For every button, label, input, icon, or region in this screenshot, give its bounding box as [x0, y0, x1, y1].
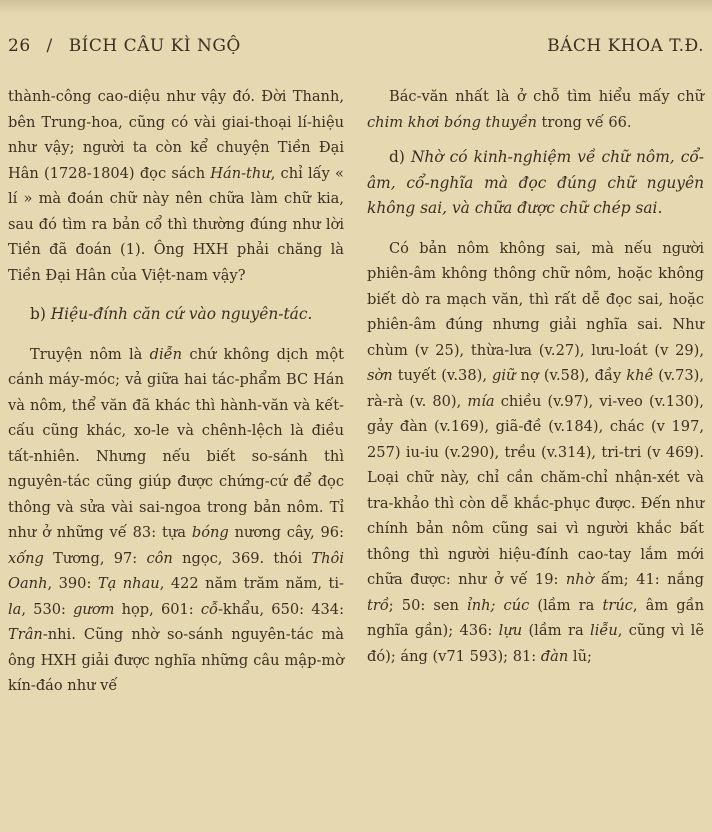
section-title: Hiệu-đính căn cứ vào nguyên-tác. — [50, 305, 313, 323]
text-run: (v.73), rà-rà (v. 80), — [367, 367, 705, 410]
text-run: Có bản nôm không sai, mà nếu người phiên-âm không thông chữ nôm, hoặc không biết dò ra mạch văn, thì rất dễ đọc sai, hoặc phiên-âm đúng nhưng giải nghĩa sai. Như chùm (v 25), thừa-lưa (v.27), lưu-loát (v 29), — [367, 239, 704, 359]
book-title: Hán-thư — [210, 164, 271, 182]
right-paragraph-1 — [367, 84, 704, 135]
running-title: BÍCH CÂU KÌ NGỘ — [68, 36, 241, 56]
emphasis: trúc — [602, 596, 633, 614]
section-heading-d — [367, 145, 704, 222]
text-run: nương cây, 96: — [228, 524, 344, 541]
emphasis: xống — [8, 549, 44, 567]
text-run: (lầm ra — [529, 596, 603, 614]
section-letter: d) — [389, 148, 405, 166]
right-column — [367, 84, 704, 669]
text-run: ngọc, 369. thói — [172, 549, 312, 567]
page-number: 26 — [8, 36, 31, 56]
publication-name: BÁCH KHOA T.Đ. — [547, 36, 704, 56]
left-paragraph-2 — [8, 342, 344, 699]
section-letter: b) — [30, 305, 46, 323]
emphasis: cỗ — [200, 600, 218, 618]
emphasis: Trân — [8, 626, 43, 643]
section-title: Nhờ có kinh-nghiệm về chữ nôm, cổ-âm, cổ-nghĩa mà đọc đúng chữ nguyên không sai, và chữa được chữ chép sai. — [367, 148, 704, 217]
emphasis: lựu — [498, 622, 523, 639]
text-run: , 530: — [21, 600, 74, 618]
emphasis: liễu — [590, 622, 618, 639]
text-run: , 390: — [47, 575, 98, 592]
text-run: Tương, 97: — [43, 549, 147, 567]
emphasis: diễn — [149, 345, 183, 363]
text-run: , chỉ lấy « lí » mà đoán chữ này nên chữa làm chữ kia, sau đó tìm ra bản cổ thì thường đúng như lời Tiền đã đoán (1). Ông HXH phải chăng là Tiền Đại Hân của Việt-nam vậy? — [8, 164, 344, 284]
running-header — [8, 36, 704, 64]
text-run: ấm; 41: nắng — [593, 571, 704, 588]
text-run: Truyện nôm là — [30, 345, 150, 363]
text-run: Bác-văn nhất là ở chỗ tìm hiểu mấy chữ — [389, 88, 704, 105]
right-paragraph-2 — [367, 236, 704, 670]
emphasis: giữ — [492, 367, 516, 384]
text-run: thành-công cao-diệu như vậy đó. Đời Thanh, bên Trung-hoa, cũng có vài giai-thoại lí-hiệu như vậy; người ta còn kể chuyện Tiền Đại Hân (1728-1804) đọc sách — [8, 88, 344, 182]
emphasis: nhờ — [565, 571, 594, 588]
emphasis: chim khơi bóng thuyền — [367, 113, 537, 131]
page-top-shadow — [0, 0, 712, 14]
emphasis: Thôi Oanh — [8, 549, 345, 592]
left-column — [8, 84, 344, 699]
text-run: nợ (v.58), đầy — [515, 367, 627, 384]
emphasis: đàn — [540, 647, 569, 665]
emphasis: Tạ nhau — [97, 575, 160, 592]
text-run: , cũng vì lẽ đó); áng (v71 593); 81: — [367, 622, 704, 665]
text-run: , 422 năm trăm năm, ti- — [159, 575, 344, 592]
emphasis: bóng — [191, 524, 229, 541]
text-run: họp, 601: — [114, 600, 201, 618]
text-run: chứ không dịch một cánh máy-móc; vả giữa hai tác-phẩm BC Hán và nôm, thể văn đã khác thì hành-văn và kết-cấu cũng khác, xo-le và chênh-lệch là điều tất-nhiên. Nhưng nếu biết so-sánh thì nguyên-tác cũng giúp được chứng-cứ để đọc thông và sửa vài sai-ngoa trong bản nôm. Tỉ như ở những vế 83: tựa — [8, 345, 344, 541]
emphasis: sờn — [367, 367, 393, 384]
text-run: -khẩu, 650: 434: — [217, 600, 344, 618]
emphasis: côn — [146, 549, 173, 567]
text-run: , âm gần nghĩa gần); 436: — [367, 596, 704, 639]
text-run: chiều (v.97), vi-veo (v.130), gảy đàn (v.169), giã-đề (v.184), chác (v 197, 257) iu-iu (v.290), trều (v.314), tri-tri (v 469). Loại chữ này, chỉ cần chăm-chỉ nhận-xét và tra-khảo thì còn dễ khắc-phục được. Đến như chính bản nôm cũng sai vì người khắc bất thông thì người hiệu-đính cao-tay lắm mới chữa được: như ở vế 19: — [367, 392, 704, 588]
emphasis: gươm — [73, 600, 115, 618]
text-run: -nhi. Cũng nhờ so-sánh nguyên-tác mà ông HXH giải được nghĩa những câu mập-mờ kín-đáo như vế — [8, 626, 344, 694]
emphasis: la — [8, 600, 22, 618]
emphasis: khê — [626, 367, 654, 384]
header-separator: / — [46, 36, 53, 56]
text-run: lũ; — [568, 647, 592, 665]
text-run: tuyết (v.38), — [392, 367, 493, 384]
header-left — [8, 36, 241, 56]
emphasis: ỉnh; cúc — [467, 596, 530, 614]
section-heading-b — [8, 302, 344, 328]
emphasis: mía — [467, 392, 495, 410]
left-paragraph-1 — [8, 84, 344, 288]
text-run: (lầm ra — [522, 622, 591, 639]
text-run: trong vế 66. — [536, 113, 632, 131]
emphasis: trồ — [367, 596, 389, 614]
text-run: ; 50: sen — [388, 596, 468, 614]
